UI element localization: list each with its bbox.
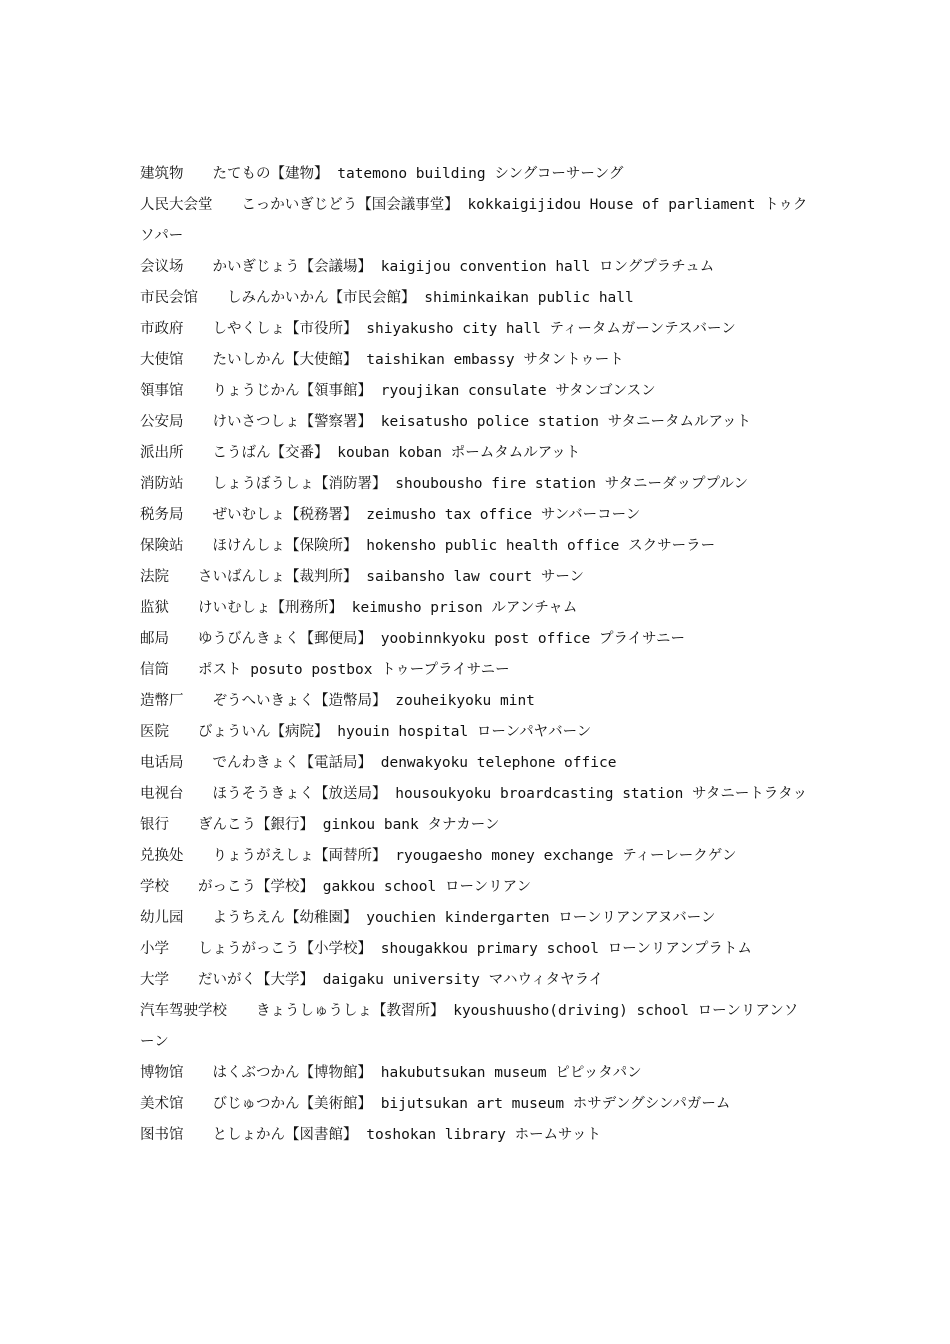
vocab-entry: 汽车驾驶学校 きょうしゅうしょ【教習所】 kyoushuusho(driving) school ローンリアンソーン <box>140 1003 799 1050</box>
vocab-entry: 邮局 ゆうびんきょく【郵便局】 yoobinnkyoku post office プライサニー <box>140 631 685 647</box>
vocab-entry: 会议场 かいぎじょう【会議場】 kaigijou convention hall ロングプラチュム <box>140 259 715 275</box>
vocab-entry: 幼儿园 ようちえん【幼稚園】 youchien kindergarten ローンリアンアヌバーン <box>140 910 716 926</box>
vocab-entry: 电视台 ほうそうきょく【放送局】 housoukyoku broardcasting station サタニートラタッ <box>140 786 808 802</box>
vocab-entry: 博物馆 はくぶつかん【博物館】 hakubutsukan museum ピピッタパン <box>140 1065 642 1081</box>
vocab-entry: 学校 がっこう【学校】 gakkou school ローンリアン <box>140 879 532 895</box>
vocab-entry: 医院 びょういん【病院】 hyouin hospital ローンパヤバーン <box>140 724 592 740</box>
vocab-entry: 小学 しょうがっこう【小学校】 shougakkou primary school ローンリアンプラトム <box>140 941 752 957</box>
vocab-entry: 监狱 けいむしょ【刑務所】 keimusho prison ルアンチャム <box>140 600 578 616</box>
vocab-entry: 银行 ぎんこう【銀行】 ginkou bank タナカーン <box>140 817 500 833</box>
vocab-entry: 大学 だいがく【大学】 daigaku university マハウィタヤライ <box>140 972 604 988</box>
vocab-entry: 派出所 こうばん【交番】 kouban koban ポームタムルアット <box>140 445 581 461</box>
vocab-entry: 电话局 でんわきょく【電話局】 denwakyoku telephone office <box>140 755 617 771</box>
vocab-entry: 造幣厂 ぞうへいきょく【造幣局】 zouheikyoku mint <box>140 693 535 709</box>
vocab-entry: 图书馆 としょかん【図書館】 toshokan library ホームサット <box>140 1127 602 1143</box>
vocab-entry: 保険站 ほけんしょ【保険所】 hokensho public health office スクサーラー <box>140 538 716 554</box>
vocab-entry: 領事馆 りょうじかん【領事館】 ryoujikan consulate サタンゴンスン <box>140 383 656 399</box>
vocabulary-list <box>140 159 810 1151</box>
vocab-entry: 信筒 ポスト posuto postbox トゥープライサニー <box>140 662 510 678</box>
vocab-entry: 市民会馆 しみんかいかん【市民会館】 shiminkaikan public hall <box>140 290 634 306</box>
vocab-entry: 美术馆 びじゅつかん【美術館】 bijutsukan art museum ホサデングシンパガーム <box>140 1096 731 1112</box>
vocab-entry: 建筑物 たてもの【建物】 tatemono building シングコーサーング <box>140 166 624 182</box>
vocab-entry: 人民大会堂 こっかいぎじどう【国会議事堂】 kokkaigijidou House of parliament トゥクソパー <box>140 197 808 244</box>
vocab-entry: 公安局 けいさつしょ【警察署】 keisatusho police station サタニータムルアット <box>140 414 751 430</box>
vocab-entry: 大使馆 たいしかん【大使館】 taishikan embassy サタントゥート <box>140 352 624 368</box>
vocab-entry: 消防站 しょうぼうしょ【消防署】 shoubousho fire station サタニーダッププルン <box>140 476 749 492</box>
vocab-entry: 兑换处 りょうがえしょ【両替所】 ryougaesho money exchange ティーレークゲン <box>140 848 737 864</box>
vocab-entry: 税务局 ぜいむしょ【税務署】 zeimusho tax office サンバーコーン <box>140 507 641 523</box>
vocab-entry: 法院 さいばんしょ【裁判所】 saibansho law court サーン <box>140 569 585 585</box>
vocab-entry: 市政府 しやくしょ【市役所】 shiyakusho city hall ティータムガーンテスバーン <box>140 321 736 337</box>
